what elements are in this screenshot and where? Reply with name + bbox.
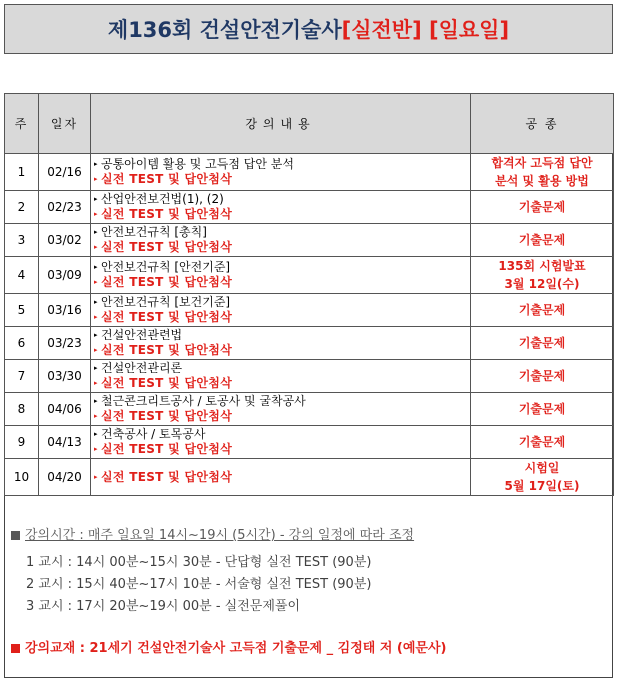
textbook-text: 강의교재 : 21세기 건설안전기술사 고득점 기출문제 _ 김정태 저 (예문사)	[25, 641, 447, 656]
lecture-test	[94, 442, 470, 457]
cell-date: 04/13	[39, 426, 91, 459]
table-row	[5, 327, 614, 360]
lecture-test	[94, 240, 470, 255]
triangle-bullet-icon: ▸	[94, 445, 98, 453]
triangle-bullet-icon: ▸	[94, 298, 98, 306]
lecture-test-text: 실전 TEST 및 답안첨삭	[101, 275, 233, 289]
note-line-1: 기출문제	[518, 336, 566, 350]
cell-note	[471, 327, 614, 360]
cell-content	[91, 154, 471, 191]
lecture-test	[94, 172, 470, 187]
lecture-test	[94, 470, 470, 485]
cell-date: 03/23	[39, 327, 91, 360]
cell-content	[91, 327, 471, 360]
note-line-1: 합격자 고득점 답안	[491, 156, 593, 170]
triangle-bullet-icon: ▸	[94, 278, 98, 286]
note-line-1: 135회 시험발표	[498, 259, 586, 273]
triangle-bullet-icon: ▸	[94, 397, 98, 405]
triangle-bullet-icon: ▸	[94, 228, 98, 236]
triangle-bullet-icon: ▸	[94, 243, 98, 251]
triangle-bullet-icon: ▸	[94, 412, 98, 420]
cell-content	[91, 257, 471, 294]
page-title	[4, 4, 613, 54]
lecture-topic-text: 철근콘크리트공사 / 토공사 및 굴착공사	[101, 394, 306, 408]
note-line-2: 5월 17일(토)	[504, 479, 580, 493]
triangle-bullet-icon: ▸	[94, 313, 98, 321]
note-line-2: 분석 및 활용 방법	[495, 174, 589, 188]
lecture-topic-text: 안전보건규칙 [안전기준]	[101, 260, 231, 274]
lecture-topic	[94, 328, 470, 343]
triangle-bullet-icon: ▸	[94, 210, 98, 218]
cell-week: 7	[5, 360, 39, 393]
square-bullet-icon	[11, 644, 20, 653]
lecture-topic	[94, 394, 470, 409]
lecture-topic-text: 건설안전관리론	[101, 361, 183, 375]
lecture-test-text: 실전 TEST 및 답안첨삭	[101, 310, 233, 324]
header-note: 공 종	[471, 94, 614, 154]
header-content: 강의내용	[91, 94, 471, 154]
note-line-1: 기출문제	[518, 402, 566, 416]
triangle-bullet-icon: ▸	[94, 430, 98, 438]
lecture-topic-text: 안전보건규칙 [총칙]	[101, 225, 207, 239]
cell-note	[471, 191, 614, 224]
title-main: 제136회 건설안전기술사	[107, 18, 342, 42]
cell-content	[91, 360, 471, 393]
cell-week: 8	[5, 393, 39, 426]
lecture-test	[94, 310, 470, 325]
note-line-1: 기출문제	[518, 233, 566, 247]
note-line-1: 시험일	[524, 461, 560, 475]
table-row	[5, 154, 614, 191]
title-tag-day: [일요일]	[429, 18, 510, 42]
lecture-test	[94, 409, 470, 424]
note-line-1: 기출문제	[518, 435, 566, 449]
table-row	[5, 459, 614, 496]
cell-week: 6	[5, 327, 39, 360]
note-line-1: 기출문제	[518, 369, 566, 383]
lecture-test	[94, 275, 470, 290]
period-2: 2 교시 : 15시 40분~17시 10분 - 서술형 실전 TEST (90분)	[26, 577, 372, 592]
cell-week: 2	[5, 191, 39, 224]
table-row	[5, 257, 614, 294]
triangle-bullet-icon: ▸	[94, 263, 98, 271]
lecture-topic-text: 건축공사 / 토목공사	[101, 427, 206, 441]
lecture-topic	[94, 157, 470, 172]
note-line-2: 3월 12일(수)	[504, 277, 580, 291]
lecture-topic	[94, 260, 470, 275]
lecture-test	[94, 207, 470, 222]
lecture-topic-text: 안전보건규칙 [보건기준]	[101, 295, 231, 309]
note-line-1: 기출문제	[518, 303, 566, 317]
cell-week: 9	[5, 426, 39, 459]
lecture-topic	[94, 192, 470, 207]
schedule-sheet	[4, 93, 613, 678]
table-row	[5, 426, 614, 459]
lecture-test-text: 실전 TEST 및 답안첨삭	[101, 442, 233, 456]
cell-week: 1	[5, 154, 39, 191]
lecture-topic-text: 산업안전보건법(1), (2)	[101, 192, 224, 206]
cell-week: 5	[5, 294, 39, 327]
cell-note	[471, 257, 614, 294]
lecture-test-text: 실전 TEST 및 답안첨삭	[101, 343, 233, 357]
lecture-time-text: 강의시간 : 매주 일요일 14시~19시 (5시간) - 강의 일정에 따라 조정	[25, 528, 415, 543]
cell-date: 03/09	[39, 257, 91, 294]
cell-note	[471, 224, 614, 257]
lecture-test-text: 실전 TEST 및 답안첨삭	[101, 409, 233, 423]
triangle-bullet-icon: ▸	[94, 364, 98, 372]
lecture-topic	[94, 225, 470, 240]
table-row	[5, 360, 614, 393]
triangle-bullet-icon: ▸	[94, 346, 98, 354]
table-header-row	[5, 94, 614, 154]
lecture-topic-text: 공통아이템 활용 및 고득점 답안 분석	[101, 157, 294, 171]
cell-note	[471, 294, 614, 327]
lecture-topic	[94, 295, 470, 310]
triangle-bullet-icon: ▸	[94, 195, 98, 203]
cell-note	[471, 393, 614, 426]
title-tag-class: [실전반]	[341, 18, 422, 42]
lecture-test-text: 실전 TEST 및 답안첨삭	[101, 207, 233, 221]
lecture-topic	[94, 427, 470, 442]
note-line-1: 기출문제	[518, 200, 566, 214]
lecture-test-text: 실전 TEST 및 답안첨삭	[101, 240, 233, 254]
cell-note	[471, 459, 614, 496]
lecture-test	[94, 343, 470, 358]
cell-content	[91, 224, 471, 257]
cell-week: 4	[5, 257, 39, 294]
cell-content	[91, 426, 471, 459]
header-week: 주	[5, 94, 39, 154]
cell-date: 04/20	[39, 459, 91, 496]
table-row	[5, 224, 614, 257]
triangle-bullet-icon: ▸	[94, 175, 98, 183]
table-row	[5, 191, 614, 224]
period-1: 1 교시 : 14시 00분~15시 30분 - 단답형 실전 TEST (90분)	[26, 555, 372, 570]
square-bullet-icon	[11, 531, 20, 540]
triangle-bullet-icon: ▸	[94, 472, 98, 481]
triangle-bullet-icon: ▸	[94, 160, 98, 168]
lecture-test-text: 실전 TEST 및 답안첨삭	[101, 172, 233, 186]
table-row	[5, 393, 614, 426]
table-row	[5, 294, 614, 327]
lecture-test-text: 실전 TEST 및 답안첨삭	[101, 469, 233, 484]
cell-date: 02/16	[39, 154, 91, 191]
lecture-topic-text: 건설안전관련법	[101, 328, 183, 342]
schedule-table	[4, 93, 614, 496]
cell-note	[471, 154, 614, 191]
lecture-topic	[94, 361, 470, 376]
lecture-test	[94, 376, 470, 391]
cell-date: 02/23	[39, 191, 91, 224]
cell-date: 03/16	[39, 294, 91, 327]
cell-content	[91, 393, 471, 426]
textbook-note	[11, 637, 446, 656]
lecture-time-note	[11, 524, 414, 543]
triangle-bullet-icon: ▸	[94, 331, 98, 339]
cell-week: 10	[5, 459, 39, 496]
cell-week: 3	[5, 224, 39, 257]
cell-date: 03/02	[39, 224, 91, 257]
period-3: 3 교시 : 17시 20분~19시 00분 - 실전문제풀이	[26, 599, 301, 614]
triangle-bullet-icon: ▸	[94, 379, 98, 387]
cell-note	[471, 426, 614, 459]
cell-content	[91, 191, 471, 224]
cell-date: 03/30	[39, 360, 91, 393]
cell-content	[91, 294, 471, 327]
header-date: 일자	[39, 94, 91, 154]
lecture-test-text: 실전 TEST 및 답안첨삭	[101, 376, 233, 390]
cell-content	[91, 459, 471, 496]
cell-note	[471, 360, 614, 393]
cell-date: 04/06	[39, 393, 91, 426]
